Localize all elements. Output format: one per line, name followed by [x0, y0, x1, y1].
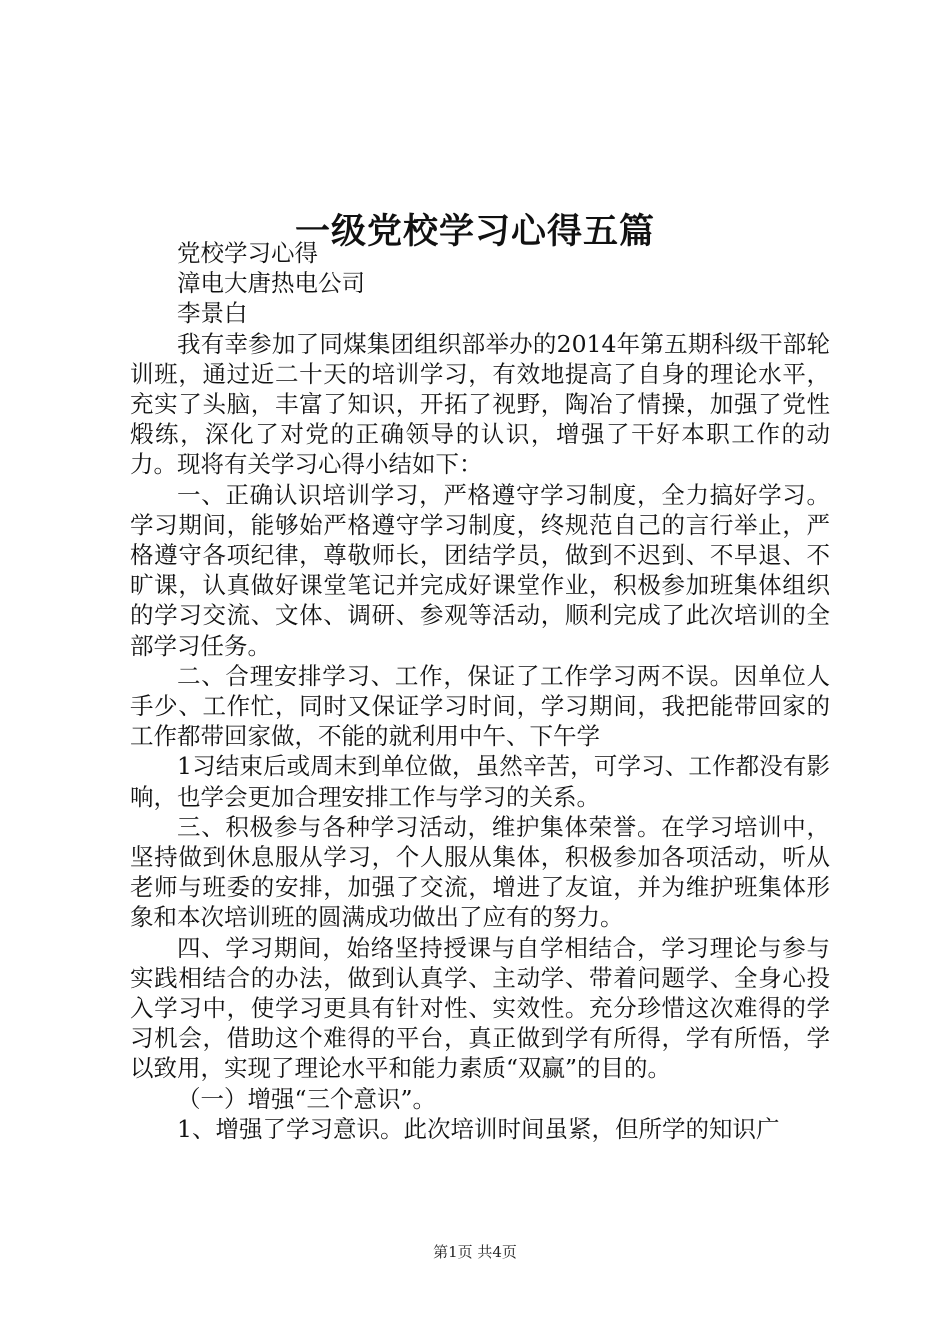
document-title: 一级党校学习心得五篇 [294, 211, 655, 253]
body-paragraph: 1、增强了学习意识。此次培训时间虽紧，但所学的知识广 [177, 1114, 780, 1143]
body-paragraph: 1习结束后或周末到单位做，虽然辛苦，可学习、工作都没有影响，也学会更加合理安排工作与学习的关系。 [130, 752, 830, 811]
document-body [130, 238, 830, 1144]
company-line: 漳电大唐热电公司 [177, 269, 365, 298]
subtitle-line: 党校学习心得 [177, 239, 318, 267]
page-number-footer: 第1页 共4页 [433, 1243, 517, 1261]
body-paragraph: 一、正确认识培训学习，严格遵守学习制度，全力搞好学习。学习期间，能够始严格遵守学习制度，终规范自己的言行举止，严格遵守各项纪律，尊敬师长，团结学员，做到不迟到、不早退、不旷课，认真做好课堂笔记并完成好课堂作业，积极参加班集体组织的学习交流、文体、调研、参观等活动，顺利完成了此次培训的全部学习任务。 [130, 480, 830, 660]
body-paragraph: 二、合理安排学习、工作，保证了工作学习两不误。因单位人手少、工作忙，同时又保证学习时间，学习期间，我把能带回家的工作都带回家做，不能的就利用中午、下午学 [130, 661, 830, 751]
section-heading: （一）增强“三个意识”。 [177, 1084, 437, 1113]
body-paragraph: 三、积极参与各种学习活动，维护集体荣誉。在学习培训中，坚持做到休息服从学习，个人服从集体，积极参加各项活动，听从老师与班委的安排，加强了交流，增进了友谊，并为维护班集体形象和本次培训班的圆满成功做出了应有的努力。 [130, 812, 830, 932]
body-paragraph: 我有幸参加了同煤集团组织部举办的2014年第五期科级干部轮训班，通过近二十天的培训学习，有效地提高了自身的理论水平，充实了头脑，丰富了知识，开拓了视野，陶冶了情操，加强了党性煅练，深化了对党的正确领导的认识，增强了干好本职工作的动力。现将有关学习心得小结如下： [130, 329, 830, 479]
body-paragraph: 四、学习期间，始络坚持授课与自学相结合，学习理论与参与实践相结合的办法，做到认真学、主动学、带着问题学、全身心投入学习中，使学习更具有针对性、实效性。充分珍惜这次难得的学习机会，借助这个难得的平台，真正做到学有所得，学有所悟，学以致用，实现了理论水平和能力素质“双赢”的目的。 [130, 933, 830, 1083]
author-line: 李景白 [177, 299, 248, 328]
